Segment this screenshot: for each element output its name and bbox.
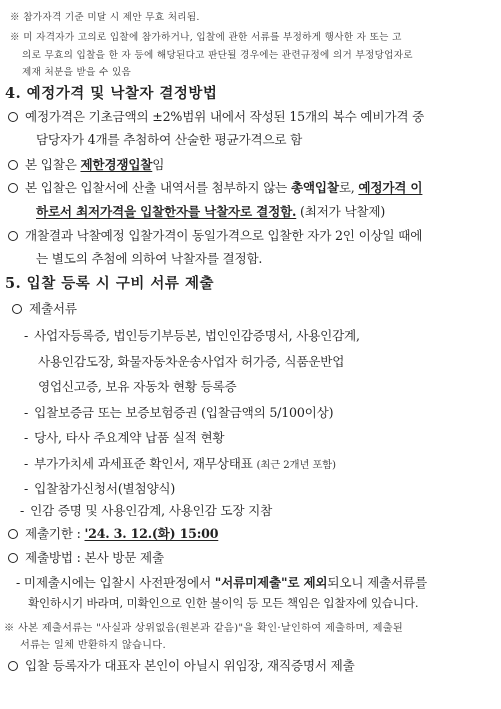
doc-item-registration-line3: 영업신고증, 보유 자동차 현황 등록증 [38,379,237,394]
s4-bullet1-line2: 담당자가 4개를 추첨하여 산술한 평균가격으로 함 [36,132,303,147]
limited-competition-bid: 제한경쟁입찰 [80,157,153,172]
doc-item-registration-line2: 사용인감도장, 화물자동차운송사업자 허가증, 식품운반업 [38,354,345,369]
doc-item-vat-financial: - 부가가치세 과세표준 확인서, 재무상태표 (최근 2개년 포함) [24,456,336,471]
s5-method: 제출방법 : 본사 방문 제출 [8,547,164,566]
doc-item-seal-cert: - 인감 증명 및 사용인감계, 사용인감 도장 지참 [20,503,273,518]
section4-title: 4. 예정가격 및 낙찰자 결정방법 [5,85,218,102]
copy-note-line2: 서류는 일체 반환하지 않습니다. [20,640,166,651]
s4-bullet3-line2: 하로서 최저가격을 입찰한자를 낙찰자로 결정함. (최저가 낙찰제) [36,204,386,219]
circle-bullet-icon [8,231,18,241]
s5-docs-label: 제출서류 [12,298,77,317]
s4-bullet3-line1: 본 입찰은 입찰서에 산출 내역서를 첨부하지 않는 총액입찰로, 예정가격 이 [8,177,422,196]
circle-bullet-icon [8,160,18,170]
circle-bullet-icon [8,183,18,193]
s4-bullet2: 본 입찰은 제한경쟁입찰임 [8,154,164,173]
note-fraud-line2: 의로 무효의 입찰을 한 자 등에 해당된다고 판단될 경우에는 관련규정에 의거 부정당업자로 [22,50,413,61]
note-eligibility: ※ 참가자격 기준 미달 시 제안 무효 처리됨. [10,12,200,23]
s5-method-note-line2: 확인하시기 바라며, 미확인으로 인한 불이익 등 모든 책임은 입찰자에 있습니다. [28,596,419,610]
doc-item-application-form: - 입찰참가신청서(별첨양식) [24,481,176,496]
doc-item-delivery-record: - 당사, 타사 주요계약 납품 실적 현황 [24,430,225,445]
note-fraud-line3: 제재 처분을 받을 수 있음 [22,67,132,78]
doc-item-bid-bond: - 입찰보증금 또는 보증보험증권 (입찰금액의 5/100이상) [24,405,334,420]
copy-note-line1: ※ 사본 제출서류는 "사실과 상위없음(원본과 같음)"을 확인·날인하여 제출하며, 제출된 [4,623,404,634]
circle-bullet-icon [8,529,18,539]
s5-proxy: 입찰 등록자가 대표자 본인이 아닐시 위임장, 재직증명서 제출 [8,655,355,674]
circle-bullet-icon [12,304,22,314]
doc-item-registration: - 사업자등록증, 법인등기부등본, 법인인감증명서, 사용인감계, [24,328,360,343]
circle-bullet-icon [8,553,18,563]
s4-bullet1-line1: 예정가격은 기초금액의 ±2%범위 내에서 작성된 15개의 복수 예비가격 중 [8,106,424,125]
section5-title: 5. 입찰 등록 시 구비 서류 제출 [5,275,215,292]
s4-bullet4-line1: 개찰결과 낙찰예정 입찰가격이 동일가격으로 입찰한 자가 2인 이상일 때에 [8,225,422,244]
circle-bullet-icon [8,661,18,671]
s5-deadline: 제출기한 : '24. 3. 12.(화) 15:00 [8,523,218,542]
circle-bullet-icon [8,112,18,122]
deadline-value: '24. 3. 12.(화) 15:00 [84,526,219,541]
note-fraud-line1: ※ 미 자격자가 고의로 입찰에 참가하거나, 입찰에 관한 서류를 부정하게 행사한 자 또는 고 [10,32,402,43]
s5-method-note-line1: - 미제출시에는 입찰시 사전판정에서 "서류미제출"로 제외되오니 제출서류를 [16,575,427,590]
s4-bullet4-line2: 는 별도의 추첨에 의하여 낙찰자를 결정함. [36,251,263,266]
